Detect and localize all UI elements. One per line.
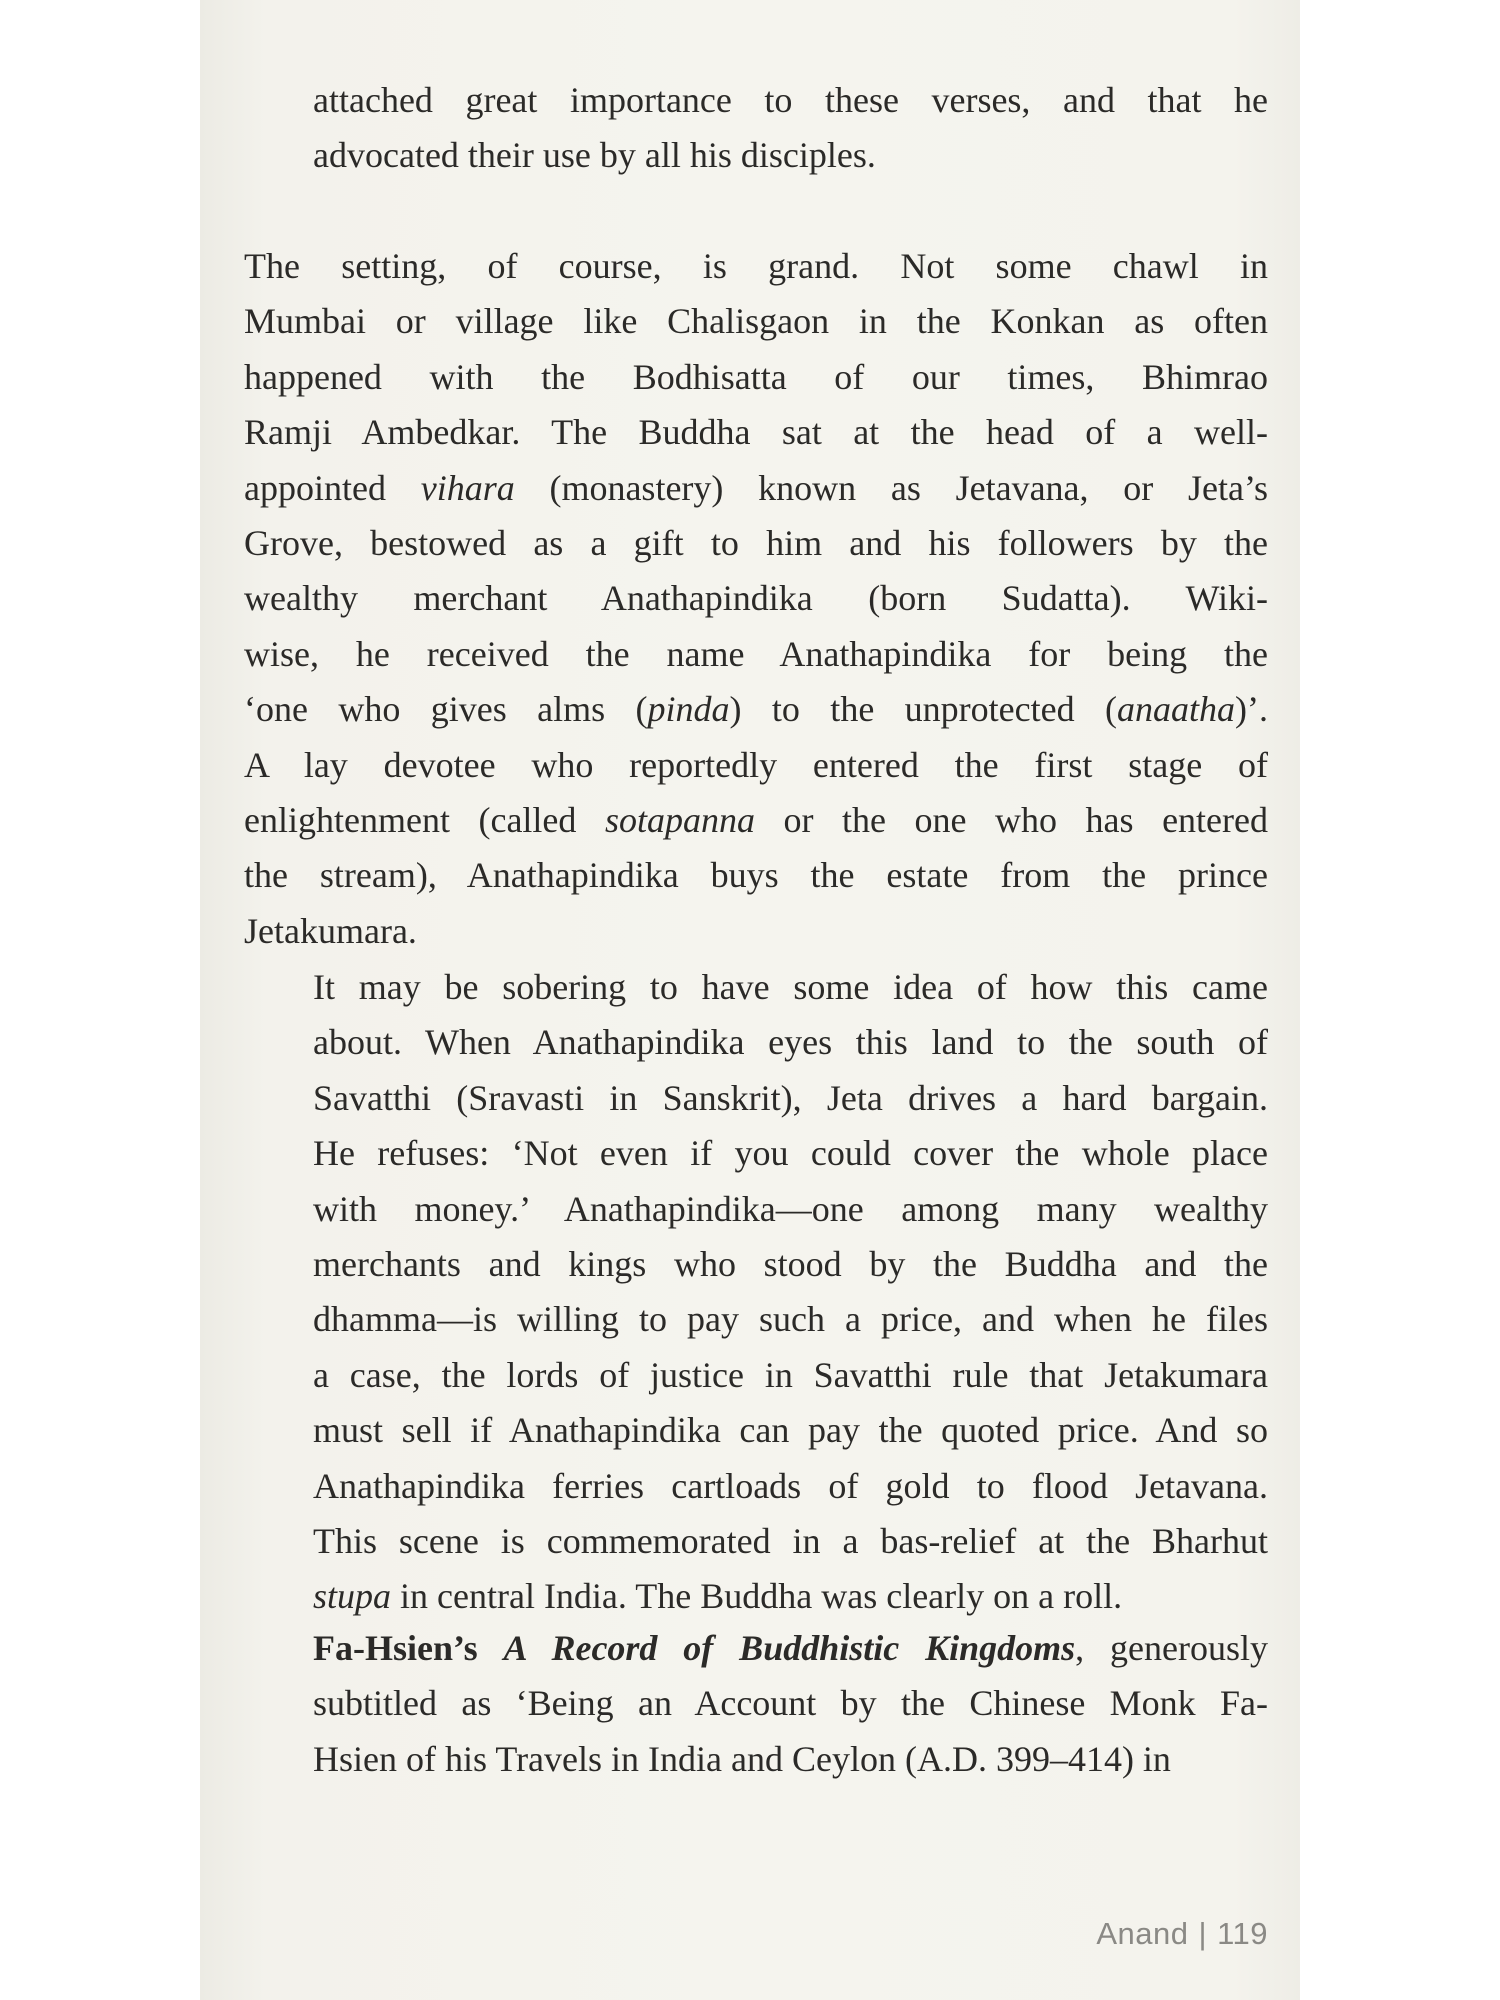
text-line: happened with the Bodhisatta of our times, Bhimrao	[244, 356, 1268, 397]
text-line: The setting, of course, is grand. Not some chawl in	[244, 246, 1268, 286]
folio-separator: |	[1198, 1916, 1208, 1951]
text-run: Fa-Hsien’s	[313, 1628, 504, 1668]
text-line: Hsien of his Travels in India and Ceylon (A.D. 399–414) in	[313, 1738, 1171, 1779]
text-line	[244, 461, 1268, 516]
text-line: merchants and kings who stood by the Buddha and the	[313, 1244, 1268, 1285]
text-line	[244, 793, 1268, 848]
text-line: with money.’ Anathapindika—one among many wealthy	[313, 1188, 1268, 1229]
text-line	[244, 1569, 1268, 1624]
text-line: He refuses: ‘Not even if you could cover the whole place	[313, 1133, 1268, 1174]
book-page	[200, 0, 1300, 2000]
text-line: Mumbai or village like Chalisgaon in the Konkan as often	[244, 301, 1268, 342]
text-line: must sell if Anathapindika can pay the quoted price. And so	[313, 1410, 1268, 1451]
text-line: Anathapindika ferries cartloads of gold to flood Jetavana.	[313, 1465, 1268, 1506]
text-run: in central India. The Buddha was clearly on a roll.	[391, 1576, 1123, 1617]
text-line: Grove, bestowed as a gift to him and his followers by the	[244, 523, 1268, 564]
text-line: dhamma—is willing to pay such a price, and when he files	[313, 1299, 1268, 1340]
text-run: )’.	[1235, 689, 1268, 730]
text-run: or the one who has entered	[754, 800, 1268, 841]
text-line: A lay devotee who reportedly entered the first stage of	[244, 744, 1268, 785]
text-run: ) to the unprotected (	[729, 689, 1117, 730]
text-run: stupa	[313, 1576, 392, 1617]
text-run: (monastery) known as Jetavana, or Jeta’s	[514, 467, 1268, 508]
text-run: appointed	[244, 467, 421, 508]
page-folio	[1096, 1916, 1268, 1952]
text-line: the stream), Anathapindika buys the estate from the prince	[244, 855, 1268, 896]
text-line: attached great importance to these verses, and that he	[313, 80, 1268, 120]
text-line	[244, 682, 1268, 737]
text-line: wise, he received the name Anathapindika for being the	[244, 633, 1268, 674]
text-line: This scene is commemorated in a bas-relief at the Bharhut	[313, 1521, 1268, 1562]
text-line: It may be sobering to have some idea of how this came	[313, 967, 1268, 1007]
text-line: wealthy merchant Anathapindika (born Sudatta). Wiki-	[244, 578, 1268, 619]
text-run: A Record of Buddhistic Kingdoms	[503, 1628, 1076, 1668]
text-line: subtitled as ‘Being an Account by the Chinese Monk Fa-	[313, 1683, 1268, 1724]
paragraph-purchase-story	[244, 960, 1268, 1625]
text-run: sotapanna	[604, 800, 755, 841]
text-line: Jetakumara.	[244, 910, 417, 951]
text-run: enlightenment (called	[244, 800, 605, 841]
text-run: , generously	[1075, 1628, 1268, 1668]
text-line: advocated their use by all his disciples.	[313, 135, 876, 176]
text-line: a case, the lords of justice in Savatthi rule that Jetakumara	[313, 1354, 1268, 1395]
text-run: pinda	[647, 689, 730, 730]
text-run: ‘one who gives alms (	[244, 689, 648, 730]
text-line	[244, 1621, 1268, 1676]
page-number: 119	[1217, 1916, 1268, 1951]
text-line: Savatthi (Sravasti in Sanskrit), Jeta drives a hard bargain.	[313, 1077, 1268, 1118]
paragraph-fa-hsien	[244, 1621, 1268, 1787]
quote-tail	[313, 73, 1268, 184]
text-line: about. When Anathapindika eyes this land to the south of	[313, 1022, 1268, 1063]
text-line: Ramji Ambedkar. The Buddha sat at the head of a well-	[244, 412, 1268, 453]
text-run: anaatha	[1117, 689, 1236, 730]
paragraph-jetavana-setting	[244, 239, 1268, 959]
text-run: vihara	[420, 467, 515, 508]
running-head: Anand	[1096, 1916, 1189, 1951]
